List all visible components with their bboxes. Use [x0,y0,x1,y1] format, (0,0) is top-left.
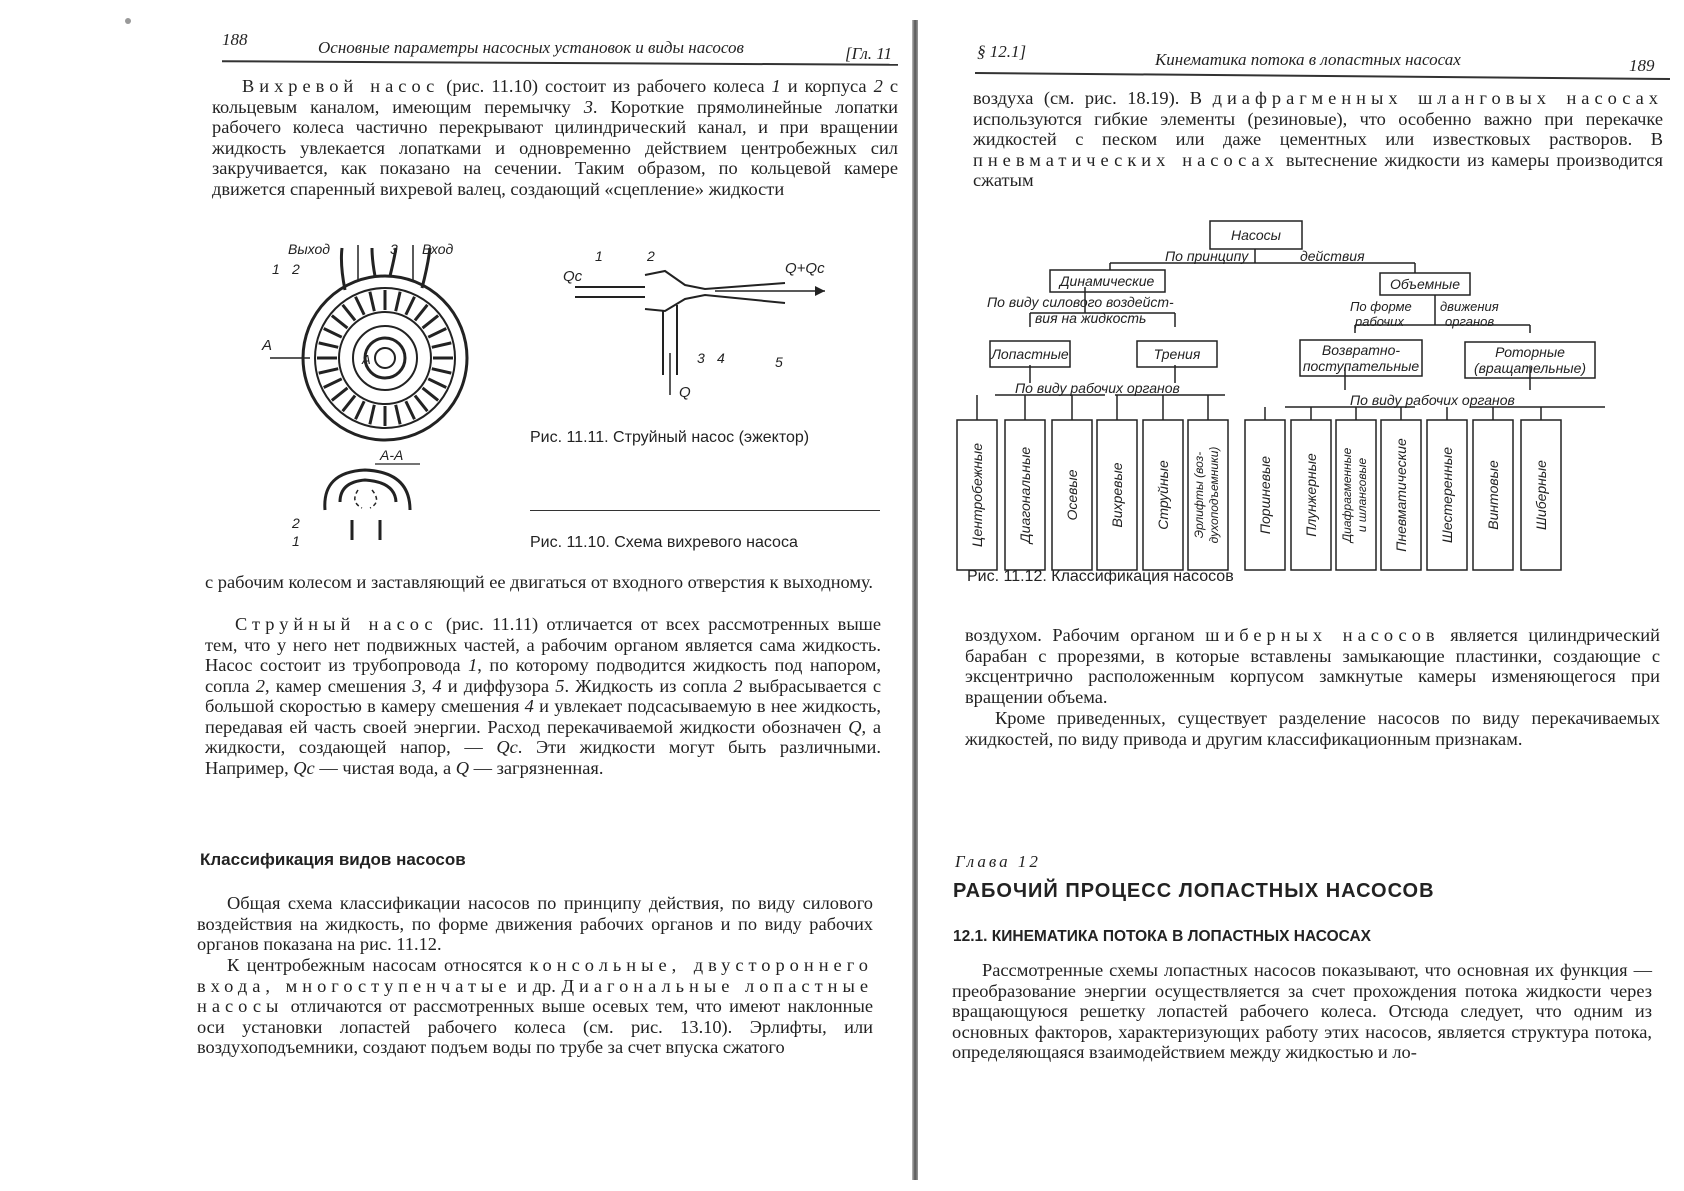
tree-volumetric [1380,273,1470,295]
chapter-title: РАБОЧИЙ ПРОЦЕСС ЛОПАСТНЫХ НАСОСОВ [953,880,1435,902]
spaced-run: Диагональные лопастные насосы [197,975,873,1016]
italic-run: 3 [412,675,422,696]
svg-text:Возвратно-: Возвратно- [1321,342,1401,358]
tree-leaf-label: духоподъемники) [1207,446,1221,544]
fig-1010-label-2: 2 [292,261,300,277]
right-running-title: Кинематика потока в лопастных насосах [1155,50,1461,69]
left-para-2: с рабочим колесом и заставляющий ее двигаться от входного отверстия к выходному. [205,572,873,592]
section-title: 12.1. КИНЕМАТИКА ПОТОКА В ЛОПАСТНЫХ НАСОСАХ [953,928,1371,945]
left-header-rule [222,60,898,66]
tree-leaf-label: Эрлифты (воз- [1192,451,1206,539]
tree-leaf-label: Струйные [1155,460,1171,530]
impeller-blade [406,401,415,419]
impeller-blades [317,290,453,426]
impeller-blade [396,292,400,311]
italic-run: 2 [873,76,883,96]
right-section-ref: § 12.1] [977,42,1027,61]
tree-leaf [1188,395,1228,570]
svg-text:Лопастные: Лопастные [991,346,1069,362]
impeller-blade [343,396,355,412]
right-para-4: Рассмотренные схемы лопастных насосов показывают, что основная их функция — преобразование энергии осуществляется за счет прохождения потока жидкости через вращающуюся решетку лопастей рабочего колеса. Отсюда следует, что одним из основных факторов, характеризующих работу этих насосов, является структура потока, определяющаяся взаимодействием между жидкостью и ло- [952,960,1652,1062]
impeller-blade [423,316,439,328]
impeller-blade [396,405,400,424]
italic-run: 1 [468,655,478,675]
italic-run: 4 [524,696,534,716]
tree-leaf [1427,407,1467,570]
tree-friction [1137,341,1217,367]
tree-leaf [1097,395,1137,570]
tree-label-bytype-right: По виду рабочих органов [1350,392,1515,408]
tree-reciprocating [1300,340,1422,376]
impeller-blade [332,316,348,328]
italic-run: 1 [771,76,781,96]
italic-run: Qс [293,757,315,778]
spaced-run: шиберных насосов [1205,625,1440,645]
tree-rotary [1465,342,1595,378]
impeller-blade [415,396,427,412]
fig-1111-label-4: 4 [717,350,725,366]
impeller-blade [343,305,355,321]
fig-1111-label-q: Q [679,384,691,401]
fig-1111-label-5: 5 [775,354,783,370]
right-page-number: 189 [1629,56,1655,75]
tree-label-action: действия [1300,248,1365,264]
impeller-blade [324,379,342,388]
fig-1111-caption: Рис. 11.11. Струйный насос (эжектор) [530,429,810,446]
impeller-blade [428,328,446,337]
tree-leaf-label: Диагональные [1017,446,1033,544]
tree-leaf-label: Шиберные [1533,460,1549,530]
tree-leaf-label: и шланговые [1355,457,1369,533]
fig-1111-label-qplus: Q+Qc [785,260,825,277]
fig-1010-label-s2: 2 [292,515,300,531]
fig-1010-label-3: 3 [390,241,398,257]
tree-leaf [1245,407,1285,570]
tree-dynamic [1050,270,1165,292]
impeller-blade [319,369,338,373]
impeller-blade [432,369,451,373]
impeller-blade [428,379,446,388]
impeller-blade [355,297,364,315]
spaced-run: Струйный насос [235,614,438,634]
tree-leaf-label: Диафрагменные [1340,447,1354,543]
spaced-run: пневматических насосах [973,149,1279,170]
left-para-5: К центробежным насосам относятся консольные, двустороннего входа, многоступенчатые и др. Диагональные лопастные насосы отличаются от рассмотренных выше осевых тем, что имеют наклонные оси установки лопастей рабочего колеса (см. рис. 13.10). Эрлифты, или воздухоподъемники, создают подъем воды по трубе за счет впуска сжатого [197,955,873,1057]
jet-pump-body [575,271,785,375]
fig-1010-label-section: А-А [380,447,404,463]
svg-text:Объемные: Объемные [1389,276,1461,292]
section-view [325,470,410,540]
right-para-2: воздухом. Рабочим органом шиберных насосов является цилиндрический барабан с прорезями, в которые вставлены замыкающие пластинки, создающие с эксцентрично расположенным корпусом замкнутые камеры изменяющегося при вращении объема. [965,625,1660,707]
fig-1010-label-in: Вход [422,241,454,257]
right-header-rule [975,72,1670,80]
italic-run: 2 [255,675,265,696]
tree-leaves [957,395,1561,570]
svg-text:(вращательные): (вращательные) [1473,360,1587,376]
svg-text:поступательные: поступательные [1302,358,1420,374]
svg-text:Трения: Трения [1153,346,1201,362]
jet-arrow-head [815,286,825,296]
fig-separator [530,510,880,511]
right-page [925,0,1684,1191]
tree-leaf-label: Поршневые [1257,455,1273,535]
fig-1010-label-a-center: А [362,352,371,367]
tree-leaf [1143,395,1183,570]
left-section-heading: Классификация видов насосов [200,850,466,869]
left-para-4: Общая схема классификации насосов по принципу действия, по виду силового воздействия на жидкость, по форме движения рабочих органов и по виду рабочих органов показана на рис. 11.12. [197,893,873,954]
italic-run: Qс [496,737,518,757]
impeller-blade [355,401,364,419]
right-para-3: Кроме приведенных, существует разделение насосов по виду перекачиваемых жидкостей, по виду привода и другим классификационным признакам. [965,708,1660,749]
fig-1111-label-2: 2 [647,248,655,264]
impeller-blade [415,305,427,321]
tree-label-form-2: рабочих [1355,314,1404,329]
tree-leaf-label: Шестеренные [1439,446,1455,544]
fig-1111-label-qc: Qc [563,268,583,285]
spaced-run: консольные, двустороннего входа, многоступенчатые [197,955,873,996]
fig-1010-caption: Рис. 11.10. Схема вихревого насоса [530,534,798,551]
impeller-blade [332,388,348,400]
tree-leaf-label: Плунжерные [1303,453,1319,537]
impeller-blade [370,405,374,424]
italic-run: Q [455,757,470,778]
tree-label-principle: По принципу [1165,248,1249,264]
spaced-run: диафрагменных шланговых насосах [1212,88,1664,108]
fig-1010-label-out: Выход [288,241,331,257]
impeller-blade [370,292,374,311]
fig-1111-label-1: 1 [595,248,603,264]
chapter-label: Глава 12 [955,852,1041,871]
tree-leaf [1381,407,1421,570]
tree-leaf [957,395,997,570]
impeller-blade [406,297,415,315]
tree-label-force-1: По виду силового воздейст- [987,294,1174,310]
figure-11-10 [262,240,470,550]
figure-11-12 [955,215,1665,595]
italic-run: Q [848,716,862,737]
impeller-blade [319,343,338,347]
svg-text:Динамические: Динамические [1059,273,1155,289]
tree-leaf-label: Винтовые [1485,460,1501,530]
tree-label-motion-2: органов [1445,314,1495,329]
left-chapter-ref: [Гл. 11 [845,44,893,63]
tree-leaf [1521,407,1561,570]
fig-1010-label-1: 1 [272,261,280,277]
left-running-title: Основные параметры насосных установок и виды насосов [318,38,744,57]
svg-text:Насосы: Насосы [1231,227,1281,243]
svg-text:Роторные: Роторные [1495,344,1565,360]
book-spine [912,20,918,1180]
tree-leaf-label: Пневматические [1393,438,1409,552]
tree-root [1210,221,1302,249]
tree-leaf-label: Вихревые [1109,462,1125,528]
fig-1010-label-s1: 1 [292,533,300,549]
tree-blade [990,341,1070,367]
tree-label-motion-1: движения [1440,299,1499,314]
left-page-number: 188 [222,30,248,49]
tree-label-bytype-left: По виду рабочих органов [1015,380,1180,396]
impeller-blade [324,328,342,337]
italic-run: 4 [432,675,442,696]
left-para-3: Струйный насос (рис. 11.11) отличается от всех рассмотренных выше тем, что у него нет подвижных частей, а рабочим органом является сама жидкость. Насос состоит из трубопровода 1, по которому подводится жидкость под напором, сопла 2, камер смешения 3, 4 и диффузора 5. Жидкость из сопла 2 выбрасывается с большой скоростью в камеру смешения 4 и увлекает подсасываемую в нее жидкость, передавая ей часть своей энергии. Расход перекачиваемой жидкости обозначен Q, а жидкости, создающей напор, — Qс. Эти жидкости могут быть различными. Например, Qс — чистая вода, а Q — загрязненная. [205,614,882,778]
italic-run: 5 [555,675,565,696]
italic-run: 3 [583,96,593,117]
tree-leaf [1052,395,1092,570]
fig-1112-caption: Рис. 11.12. Классификация насосов [967,568,1234,585]
tree-leaf-label: Осевые [1064,469,1080,521]
left-para-1: Вихревой насос (рис. 11.10) состоит из рабочего колеса 1 и корпуса 2 с кольцевым каналом, имеющим перемычку 3. Короткие прямолинейные лопатки рабочего колеса частично перекрывают цилиндрический канал, и при вращении жидкость увлекается лопатками и одновременно действием центробежных сил закручивается, как показано на сечении. Таким образом, по кольцевой камере движется спаренный вихревой валец, создающий «сцепление» жидкости [212,76,898,199]
spaced-run: Вихревой насос [242,76,440,96]
figure-11-11 [555,245,855,405]
tree-leaf [1336,407,1376,570]
tree-leaf [1005,395,1045,570]
impeller-blade [423,388,439,400]
tree-label-force-2: вия на жидкость [1035,310,1147,326]
right-para-1: воздуха (см. рис. 18.19). В диафрагменных шланговых насосах используются гибкие элементы (резиновые), что особенно важно при перекачке жидкостей с песком или даже цементных или известковых растворов. В пневматических насосах вытеснение жидкости из камеры производится сжатым [973,88,1664,190]
tree-leaf-label: Центробежные [969,443,985,547]
tree-leaf [1473,407,1513,570]
fig-1010-label-a-left: А [262,337,273,354]
fig-1111-label-3: 3 [697,350,705,366]
tree-leaf [1291,407,1331,570]
impeller-blade [432,343,451,347]
tree-label-form-1: По форме [1350,299,1412,314]
italic-run: 2 [733,675,743,696]
